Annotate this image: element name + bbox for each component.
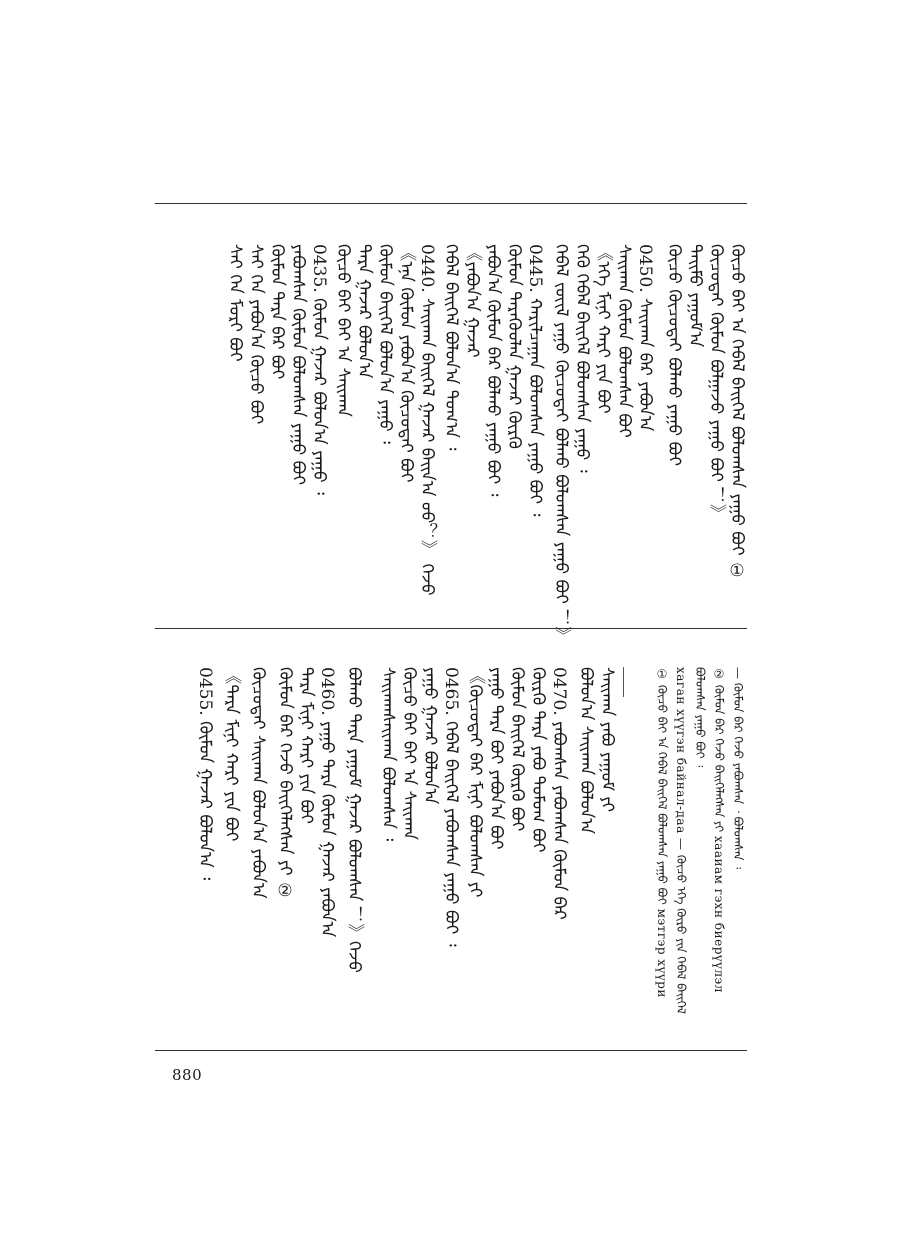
text-line: ᠶᠠᠭᠤ ᠲᠡᠷᠡ ᠪᠣᠢ ᠶᠠᠪᠤᠨ᠎ᠠ ᠪᠣᠢ (486, 667, 506, 850)
text-line: ᠲᠡᠷᠡ ᠭᠠᠵᠠᠷ ᠪᠣᠯᠤᠨ᠎ᠠ (354, 244, 374, 379)
text-line: ᠶᠠᠪᠤᠭᠰᠠᠨ ᠬᠦᠮᠦᠨ ᠪᠣᠯᠤᠭᠰᠠᠨ ᠶᠠᠭᠤ ᠪᠣᠢ (288, 244, 308, 486)
page-number: 880 (172, 1066, 203, 1084)
text-line: 0445. ᠬᠠᠷᠢᠯᠴᠠᠭᠠᠨ ᠪᠣᠯᠤᠭᠰᠠᠨ ᠶᠠᠭᠤ ᠪᠣᠢ ᠄ (525, 244, 545, 517)
text-line: ᠰᠠᠢᠬᠠᠨ ᠬᠦᠮᠦᠨ ᠪᠣᠯᠤᠭᠰᠠᠨ ᠪᠣᠢ (614, 244, 634, 438)
text-line: 0440. ᠰᠠᠢᠬᠠᠨ ᠪᠡᠢᠭᠡᠯ ᠭᠠᠵᠠᠷ ᠪᠠᠢᠨ᠎ᠠ ᠤᠤ？》 ᠭᠡᠵᠦ (417, 244, 437, 596)
text-line: ᠬᠦᠮᠦᠨ ᠪᠡᠢᠭᠡᠯ ᠬᠦᠷᠬᠦ ᠪᠣᠢ (507, 667, 527, 832)
text-line: 《ᠶᠠᠪᠤᠨ᠎ᠠ ᠭᠠᠵᠠᠷ (462, 244, 482, 358)
text-line: ᠶᠠᠭᠤ ᠭᠠᠵᠠᠷ ᠪᠣᠯᠤᠨ᠎ᠠ (420, 667, 440, 805)
text-line: ᠰᠠᠢᠬᠠᠨ ᠶᠠᠪᠤ ᠶᠠᠭᠤᠮ ᠶᠢ (597, 667, 617, 813)
text-line: ᠭᠡᠬᠦ ᠭᠡᠪᠡᠯ ᠪᠡᠢᠭᠡᠯ ᠪᠣᠯᠤᠭᠰᠠᠨ ᠶᠠᠭᠤ ᠄ (572, 244, 592, 473)
text-line: 0435. ᠬᠦᠮᠦᠨ ᠭᠠᠵᠠᠷ ᠪᠣᠯᠤᠨ᠎ᠠ ᠶᠠᠭᠤ ᠄ (309, 244, 329, 495)
footnote-line: ① ᠬᠦᠴᠦ ᠪᠠᠢ ᠠ ᠭᠡᠪᠡᠯ ᠪᠡᠢᠭᠡᠯ ᠪᠣᠯᠤᠭᠰᠠᠨ ᠶᠠᠭᠤ ᠪᠣᠢ мэтгэр хүүри (655, 667, 669, 998)
bottom-rule (155, 1050, 747, 1051)
text-line: 0455. ᠬᠦᠮᠦᠨ ᠭᠠᠵᠠᠷ ᠪᠣᠯᠤᠨ᠎ᠠ ᠄ (195, 667, 215, 881)
text-line: ᠰᠠᠢᠬᠠᠨᠰᠠᠢᠬᠠᠨ ᠪᠣᠯᠤᠭᠰᠠᠨ ᠄ (378, 667, 398, 842)
text-line: 0465. ᠭᠡᠪᠡᠯ ᠪᠡᠢᠭᠡᠯ ᠶᠠᠪᠤᠭᠰᠠᠨ ᠶᠠᠭᠤ ᠪᠣᠢ ᠄ (441, 667, 461, 947)
text-line: ᠬᠦᠴᠦ ᠪᠠᠢ ᠠ ᠭᠡᠪᠡᠯ ᠪᠡᠢᠭᠡᠯ ᠪᠣᠯᠤᠭᠰᠠᠨ ᠶᠠᠭᠤ ᠪᠣᠢ ① (727, 244, 747, 582)
text-line: ᠬᠦᠴᠦᠲᠡᠢ ᠰᠠᠢᠬᠠᠨ ᠪᠣᠯᠤᠨ᠎ᠠ ᠶᠠᠪᠤᠨ᠎ᠠ (248, 667, 268, 899)
text-line: ᠭᠡᠪᠡᠯ ᠵᠦᠢᠯ ᠶᠠᠭᠤ ᠬᠦᠴᠦᠲᠡᠢ ᠪᠣᠯᠬᠤ ᠪᠣᠯᠤᠭᠰᠠᠨ ᠶᠠᠭᠤ ᠪᠣᠢ ！》 (551, 244, 571, 644)
text-line: ᠰᠠᠢ ᠭᠡᠨ ᠶᠠᠪᠤᠨ᠎ᠠ ᠬᠦᠴᠦ ᠪᠣᠢ (246, 244, 266, 425)
text-line: 《ᠬᠦᠴᠦᠲᠡᠢ ᠪᠠᠷ ᠮᠢᠨᠢ ᠪᠣᠯᠤᠭᠰᠠᠨ ᠶᠢ (465, 667, 485, 898)
text-line: ᠶᠠᠪᠤᠨ᠎ᠠ ᠬᠦᠮᠦᠨ ᠪᠠᠷ ᠪᠣᠯᠬᠤ ᠶᠠᠭᠤ ᠪᠣᠢ ᠄ (483, 244, 503, 497)
text-line: 《ᠡᠨᠡ ᠬᠦᠮᠦᠨ ᠶᠠᠪᠤᠨ᠎ᠠ ᠬᠦᠴᠦᠲᠡᠢ ᠪᠣᠢ (396, 244, 416, 483)
text-line: 0460. ᠶᠠᠭᠤ ᠲᠡᠷᠡ ᠬᠦᠮᠦᠨ ᠭᠠᠵᠠᠷ ᠶᠠᠪᠤᠨ᠎ᠠ (317, 667, 337, 938)
text-line: ᠭᠡᠪᠡᠯ ᠪᠡᠢᠭᠡᠯ ᠪᠣᠯᠤᠨ᠎ᠠ ᠲᠣᠭ᠎ᠠ ᠄ (441, 244, 461, 451)
text-line: 《ᠲᠡᠷᠡ ᠮᠢᠨᠢ ᠬᠠᠷᠢ ᠶᠢᠨ ᠪᠣᠢ (221, 667, 241, 842)
text-line: ᠬᠦᠮᠦᠨ ᠲᠡᠷᠡ ᠪᠡᠷ ᠪᠣᠢ (267, 244, 287, 380)
text-line: 0470. ᠶᠠᠪᠤᠭᠰᠠᠨ ᠶᠠᠪᠤᠭᠰᠠᠨ ᠬᠦᠮᠦᠨ ᠪᠠᠷ (549, 667, 569, 920)
top-rule (155, 203, 747, 204)
text-line: 0450. ᠰᠠᠢᠬᠠᠨ ᠪᠠᠷ ᠶᠠᠪᠤᠨ᠎ᠠ (635, 244, 655, 432)
footnote-separator (623, 667, 624, 697)
middle-rule (155, 628, 747, 629)
text-line: ᠪᠣᠯᠬᠤ ᠲᠡᠷᠡ ᠶᠠᠭᠤᠮ ᠭᠠᠵᠠᠷ ᠪᠣᠯᠤᠭᠰᠠᠨ ！》ᠭᠡᠵᠦ (344, 667, 364, 973)
text-line: ᠬᠦᠮᠦᠨ ᠲᠡᠷᠡᠭᠦᠦᠯᠡᠨ ᠭᠠᠵᠠᠷ ᠬᠦᠷᠬᠦ (504, 244, 524, 449)
text-line: ᠰᠠᠢ ᠭᠡᠨ ᠮᠣᠷᠢ ᠪᠣᠢ (225, 244, 245, 362)
text-line: ᠬᠦᠷᠬᠦ ᠲᠡᠷᠡ ᠶᠠᠪᠤ ᠳᠣᠮᠣᠭ ᠪᠣᠢ (528, 667, 548, 853)
text-line: 《ᠡᠬᠡ ᠮᠢᠨᠢ ᠬᠠᠷᠢ ᠶᠢᠨ ᠪᠣᠢ (593, 244, 613, 414)
text-line: ᠲᠡᠷᠡ ᠮᠢᠨᠢ ᠬᠠᠷᠢ ᠶᠢᠨ ᠪᠣᠢ (296, 667, 316, 824)
footnote-line: — ᠬᠦᠮᠦᠨ ᠪᠠᠷ ᠭᠡᠵᠦ ᠶᠠᠪᠤᠭᠰᠠᠨ ᠂ ᠪᠣᠯᠤᠭᠰᠠᠨ ᠄ (731, 667, 745, 870)
text-line: ᠬᠦᠴᠦ ᠪᠠᠢ ᠪᠠᠢ ᠠ ᠰᠠᠢᠬᠠᠨ (399, 667, 419, 840)
text-line: ᠬᠦᠴᠦ ᠪᠠᠢ ᠪᠠᠢ ᠠ ᠰᠠᠢᠬᠠᠨ (333, 244, 353, 417)
footnote-line: ᠪᠣᠯᠤᠭᠰᠠᠨ ᠶᠠᠭᠤ ᠪᠣᠢ ᠄ (693, 667, 707, 768)
footnote-line: ② ᠬᠦᠮᠦᠨ ᠪᠠᠷ ᠭᠡᠵᠦ ᠪᠡᠢᠭᠡᠯᠡᠭᠰᠡᠨ ᠶᠢ хааиам гэхн биерүүлэл (712, 667, 726, 993)
text-line: ᠪᠣᠯᠤᠨ᠎ᠠ ᠰᠠᠢᠬᠠᠨ ᠪᠣᠯᠤᠨ᠎ᠠ (576, 667, 596, 835)
text-line: ᠲᠡᠢᠮᠦ ᠶᠠᠭᠤᠮ᠎ᠠ (685, 244, 705, 348)
footnote-line: хаган хүүгэн байнал-даа — ᠬᠦᠴᠦ ᠡᠬᠡ ᠬᠦᠷᠦ ᠶᠢᠨ ᠭᠡᠪᠡᠯ ᠪᠡᠢᠭᠡᠯ (674, 667, 688, 1015)
text-line: ᠬᠦᠴᠦ ᠬᠦᠴᠦᠲᠡᠢ ᠪᠣᠯᠬᠤ ᠶᠠᠭᠤ ᠪᠣᠢ (664, 244, 684, 466)
text-line: ᠬᠦᠮᠦᠨ ᠪᠡᠢᠭᠡᠯ ᠪᠣᠯᠤᠨ᠎ᠠ ᠶᠠᠭᠤ ᠄ (375, 244, 395, 444)
text-line: ᠬᠦᠴᠦᠲᠡᠢ ᠬᠦᠮᠦᠨ ᠪᠣᠯᠭᠠᠵᠤ ᠶᠠᠭᠤ ᠪᠣᠢ ！》 (706, 244, 726, 522)
text-line: ᠬᠦᠮᠦᠨ ᠪᠠᠷ ᠭᠡᠵᠦ ᠪᠡᠢᠭᠡᠯᠡᠭᠰᠡᠨ ᠶᠢ ② (275, 667, 295, 902)
